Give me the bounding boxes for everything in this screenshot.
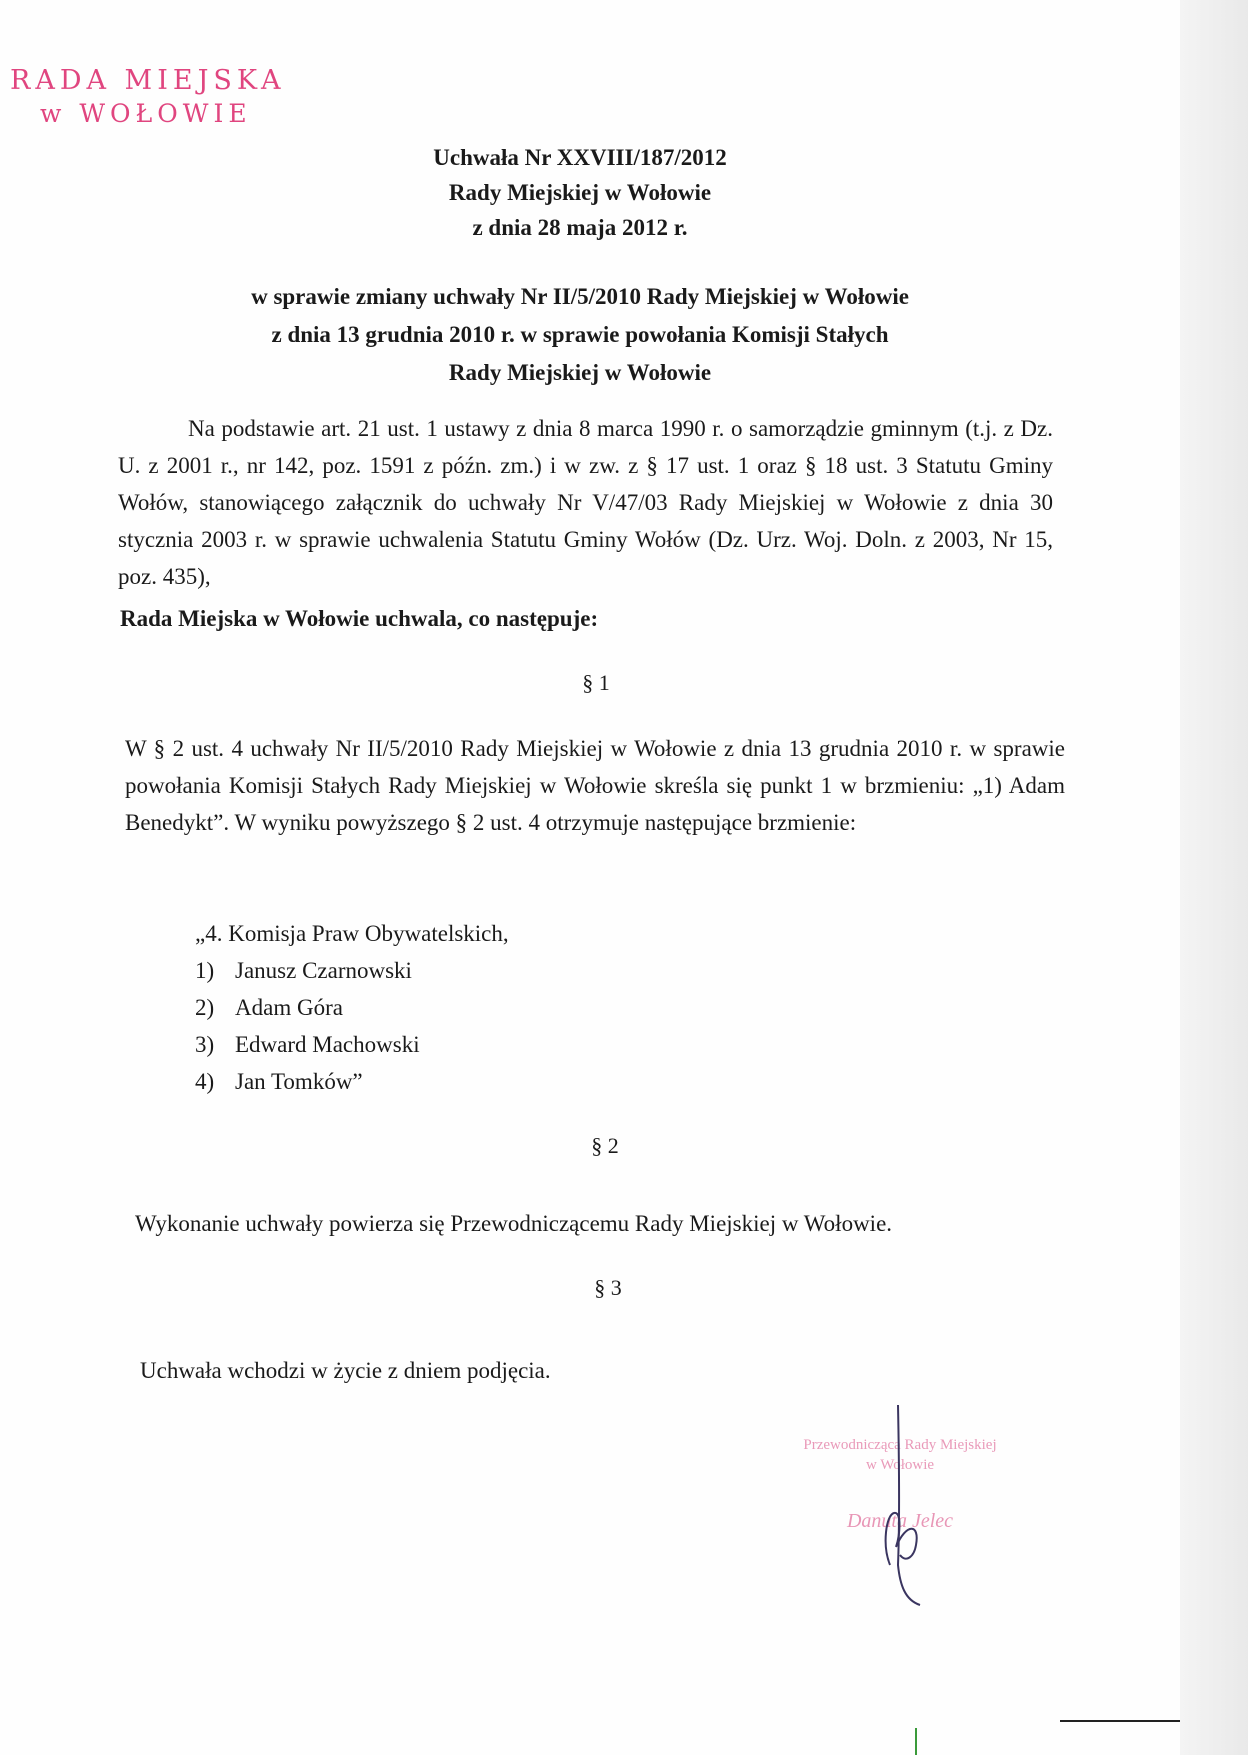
handwritten-signature-icon <box>750 1395 1050 1615</box>
list-item-name: Jan Tomków” <box>235 1069 363 1094</box>
list-item-name: Adam Góra <box>235 995 343 1020</box>
list-item-number: 3) <box>195 1032 215 1057</box>
subject-line-1: w sprawie zmiany uchwały Nr II/5/2010 Rady Miejskiej w Wołowie <box>251 284 909 309</box>
section-2-mark: § 2 <box>591 1133 619 1158</box>
list-item-name: Janusz Czarnowski <box>235 958 412 983</box>
list-item <box>195 952 509 989</box>
committee-list <box>195 915 509 1100</box>
section-1-mark: § 1 <box>582 670 610 695</box>
scan-margin <box>1180 0 1248 1755</box>
section-1-text: W § 2 ust. 4 uchwały Nr II/5/2010 Rady Miejskiej w Wołowie z dnia 13 grudnia 2010 r. w sprawie powołania Komisji Stałych Rady Miejskiej w Wołowie skreśla się punkt 1 w brzmieniu: „1) Adam Benedykt”. W wyniku powyższego § 2 ust. 4 otrzymuje następujące brzmienie: <box>125 736 1065 835</box>
list-item-name: Edward Machowski <box>235 1032 420 1057</box>
section-3-text: Uchwała wchodzi w życie z dniem podjęcia. <box>140 1358 551 1383</box>
scan-edge-line <box>1060 1720 1180 1722</box>
stamp-line-2: w WOŁOWIE <box>40 99 252 128</box>
list-item <box>195 1026 509 1063</box>
resolution-issuer: Rady Miejskiej w Wołowie <box>448 180 712 205</box>
subject-line-2: z dnia 13 grudnia 2010 r. w sprawie powołania Komisji Stałych <box>271 322 889 347</box>
resolution-subject <box>175 278 985 392</box>
committee-title-text: „4. Komisja Praw Obywatelskich, <box>195 921 509 946</box>
list-item <box>195 1063 509 1100</box>
list-item-number: 4) <box>195 1069 215 1094</box>
section-2-text: Wykonanie uchwały powierza się Przewodniczącemu Rady Miejskiej w Wołowie. <box>135 1211 893 1236</box>
legal-basis-paragraph <box>118 410 1053 595</box>
list-item <box>195 989 509 1026</box>
stamp-line-1: RADA MIEJSKA <box>10 65 286 96</box>
list-item-number: 1) <box>195 958 215 983</box>
scan-edge-mark <box>915 1728 917 1755</box>
legal-basis-text: Na podstawie art. 21 ust. 1 ustawy z dnia 8 marca 1990 r. o samorządzie gminnym (t.j. z Dz. U. z 2001 r., nr 142, poz. 1591 z późn. zm.) i w zw. z § 17 ust. 1 oraz § 18 ust. 3 Statutu Gminy Wołów, stanowiącego załącznik do uchwały Nr V/47/03 Rady Miejskiej w Wołowie z dnia 30 stycznia 2003 r. w sprawie uchwalenia Statutu Gminy Wołów (Dz. Urz. Woj. Doln. z 2003, Nr 15, poz. 435), <box>118 416 1053 589</box>
subject-line-3: Rady Miejskiej w Wołowie <box>448 360 712 385</box>
resolution-number: Uchwała Nr XXVIII/187/2012 <box>433 145 727 170</box>
chair-stamp-line-2: w Wołowie <box>865 1457 935 1473</box>
resolves-line: Rada Miejska w Wołowie uchwala, co następuje: <box>120 606 599 631</box>
chair-name-stamp: Danuta Jelec <box>846 1510 954 1532</box>
council-stamp <box>10 64 310 130</box>
chair-stamp-line-1: Przewodnicząca Rady Miejskiej <box>803 1437 997 1453</box>
list-item-number: 2) <box>195 995 215 1020</box>
signature-block <box>750 1395 1050 1615</box>
section-3-mark: § 3 <box>594 1275 622 1300</box>
committee-title <box>195 915 509 952</box>
resolution-date: z dnia 28 maja 2012 r. <box>472 215 688 240</box>
resolution-header <box>320 140 840 245</box>
